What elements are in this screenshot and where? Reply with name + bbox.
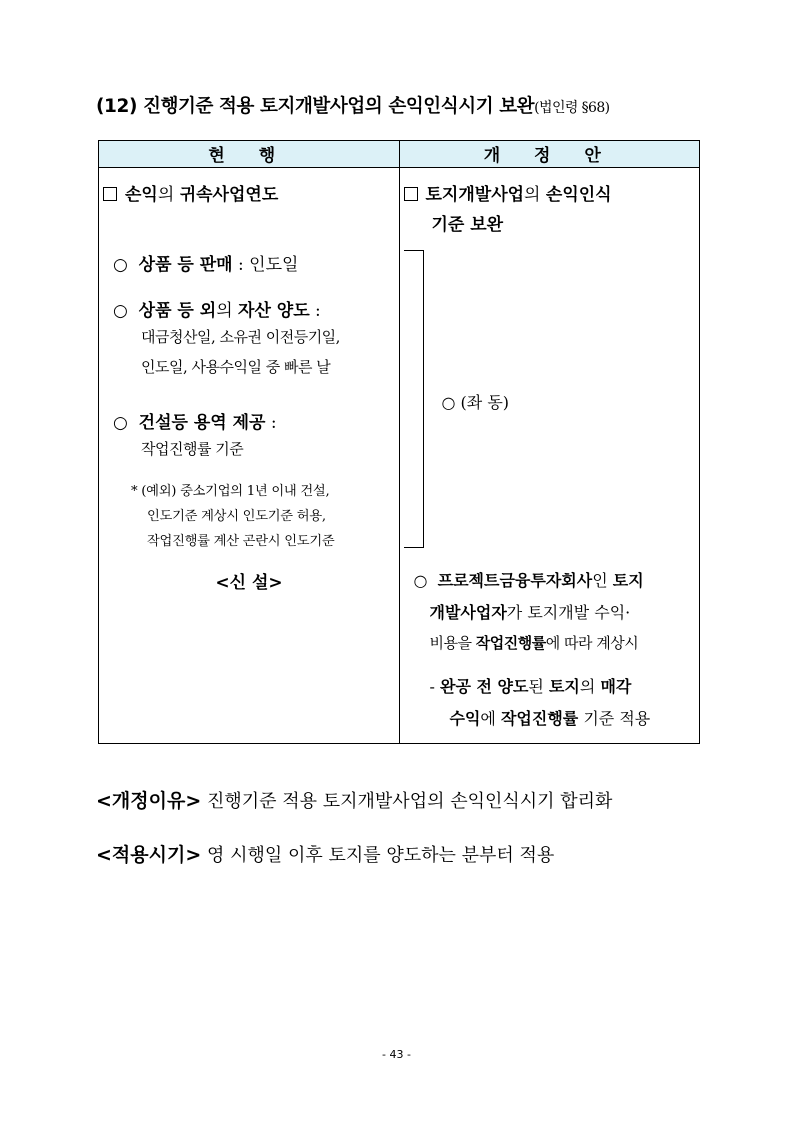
page-number: - 43 - [382, 1048, 411, 1061]
note-line3: 작업진행률 계산 곤란시 인도기준 [147, 534, 335, 549]
proposed-item-land: ○ 프로젝트금융투자회사인 토지 [413, 571, 644, 590]
bracket-divider [404, 250, 424, 548]
bullet-circle-icon: ○ [113, 413, 128, 433]
current-item-sale: ○ 상품 등 판매 : 인도일 [113, 255, 299, 275]
current-item-construction: ○ 건설등 용역 제공 : [113, 413, 277, 433]
comparison-table [98, 140, 700, 744]
current-item-asset: ○ 상품 등 외의 자산 양도 : [113, 301, 321, 321]
checkbox-square-icon [404, 187, 418, 201]
proposed-item-land-line2: 개발사업자가 토지개발 수익· [429, 603, 631, 622]
current-column [99, 168, 400, 744]
header-proposed: 개 정 안 [399, 141, 700, 168]
amendment-reason: <개정이유> 진행기준 적용 토지개발사업의 손익인식시기 합리화 [96, 790, 613, 812]
section-title [96, 92, 716, 118]
current-heading: 손익의 귀속사업연도 [103, 180, 278, 205]
proposed-subitem: - 완공 전 양도된 토지의 매각 [429, 677, 632, 696]
current-item-construction-line2: 작업진행률 기준 [141, 440, 244, 458]
header-current: 현 행 [99, 141, 400, 168]
effective-date: <적용시기> 영 시행일 이후 토지를 양도하는 분부터 적용 [96, 844, 555, 866]
checkbox-square-icon [103, 187, 117, 201]
proposed-item-land-line3: 비용을 작업진행률에 따라 계상시 [429, 634, 639, 652]
proposed-column [399, 168, 700, 744]
bullet-circle-icon: ○ [113, 301, 128, 321]
proposed-heading: 토지개발사업의 손익인식 [404, 180, 612, 205]
new-provision-label: <신 설> [215, 573, 283, 593]
note-line2: 인도기준 계상시 인도기준 허용, [147, 509, 326, 524]
same-as-left: ○ (좌 동) [441, 393, 510, 412]
note-line1: * (예외) 중소기업의 1년 이내 건설, [131, 484, 330, 499]
proposed-heading-line2: 기준 보완 [431, 215, 504, 235]
law-reference: (법인령 §68) [534, 100, 610, 116]
bullet-circle-icon: ○ [413, 571, 428, 590]
current-item-asset-line2: 대금청산일, 소유권 이전등기일, [141, 328, 340, 346]
bullet-circle-icon: ○ [113, 255, 128, 275]
current-item-asset-line3: 인도일, 사용수익일 중 빠른 날 [141, 358, 331, 376]
section-title-main: (12) 진행기준 적용 토지개발사업의 손익인식시기 보완 [96, 96, 535, 117]
proposed-subitem-line2: 수익에 작업진행률 기준 적용 [449, 709, 651, 728]
